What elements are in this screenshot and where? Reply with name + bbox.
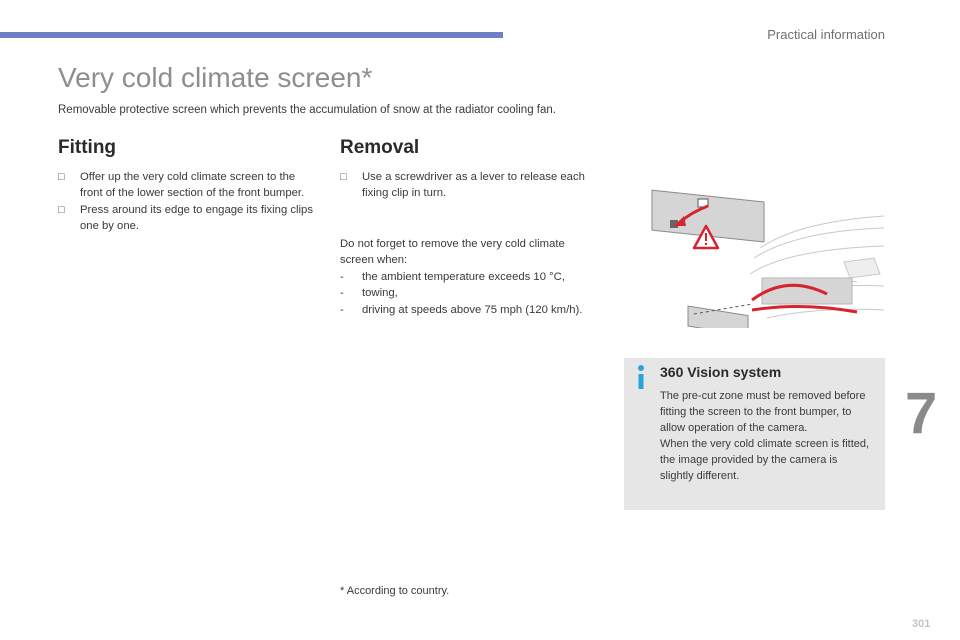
- screen-fitting-illustration: [612, 178, 886, 328]
- fitting-step-text: Offer up the very cold climate screen to the front of the lower section of the front bumper.: [80, 170, 305, 199]
- condition-item: [340, 302, 600, 319]
- info-title: 360 Vision system: [660, 364, 782, 380]
- car-grille: [762, 278, 852, 304]
- removal-steps: [340, 169, 600, 202]
- dash-bullet: -: [340, 270, 344, 283]
- page-title: Very cold climate screen*: [58, 62, 373, 93]
- removal-step-text: Use a screwdriver as a lever to release each fixing clip in turn.: [362, 170, 585, 199]
- reminder-lead: Do not forget to remove the very cold climate screen when:: [340, 237, 565, 266]
- removal-heading: Removal: [340, 137, 420, 158]
- fitting-heading: Fitting: [58, 137, 117, 158]
- top-accent-bar: [0, 32, 503, 38]
- chapter-number: 7: [905, 381, 938, 446]
- dash-bullet: -: [340, 303, 344, 316]
- page-number: 301: [912, 618, 931, 630]
- removal-reminder: [340, 236, 600, 319]
- info-icon: [634, 364, 648, 390]
- condition-text: driving at speeds above 75 mph (120 km/h).: [362, 303, 583, 316]
- removal-section: [340, 137, 600, 318]
- condition-item: [340, 269, 600, 286]
- fitting-step: [58, 169, 318, 202]
- condition-text: the ambient temperature exceeds 10 °C,: [362, 270, 565, 283]
- checkbox-bullet-icon: □: [58, 170, 65, 183]
- info-paragraph: When the very cold climate screen is fitted, the image provided by the camera is slightly different.: [660, 438, 870, 482]
- checkbox-bullet-icon: □: [340, 170, 347, 183]
- dash-bullet: -: [340, 287, 344, 299]
- fitting-step: [58, 202, 318, 235]
- fitting-step-text: Press around its edge to engage its fixing clips one by one.: [80, 203, 313, 232]
- fitting-arrow-icon: [752, 306, 857, 312]
- checkbox-bullet-icon: □: [58, 203, 65, 216]
- fitting-section: [58, 137, 318, 235]
- removal-step: [340, 169, 600, 202]
- reminder-conditions: [340, 269, 600, 319]
- condition-text: towing,: [362, 287, 398, 299]
- condition-item: [340, 285, 600, 302]
- intro-text: Removable protective screen which prevents the accumulation of snow at the radiator cooling fan.: [58, 104, 556, 116]
- info-box-360-vision: [624, 358, 885, 510]
- screen-panel-main: [688, 306, 748, 328]
- info-text: [660, 388, 870, 484]
- fitting-steps: [58, 169, 318, 235]
- info-paragraph: The pre-cut zone must be removed before fitting the screen to the front bumper, to allow operation of the camera.: [660, 390, 866, 434]
- section-header: Practical information: [767, 27, 885, 42]
- footnote: * According to country.: [340, 585, 450, 597]
